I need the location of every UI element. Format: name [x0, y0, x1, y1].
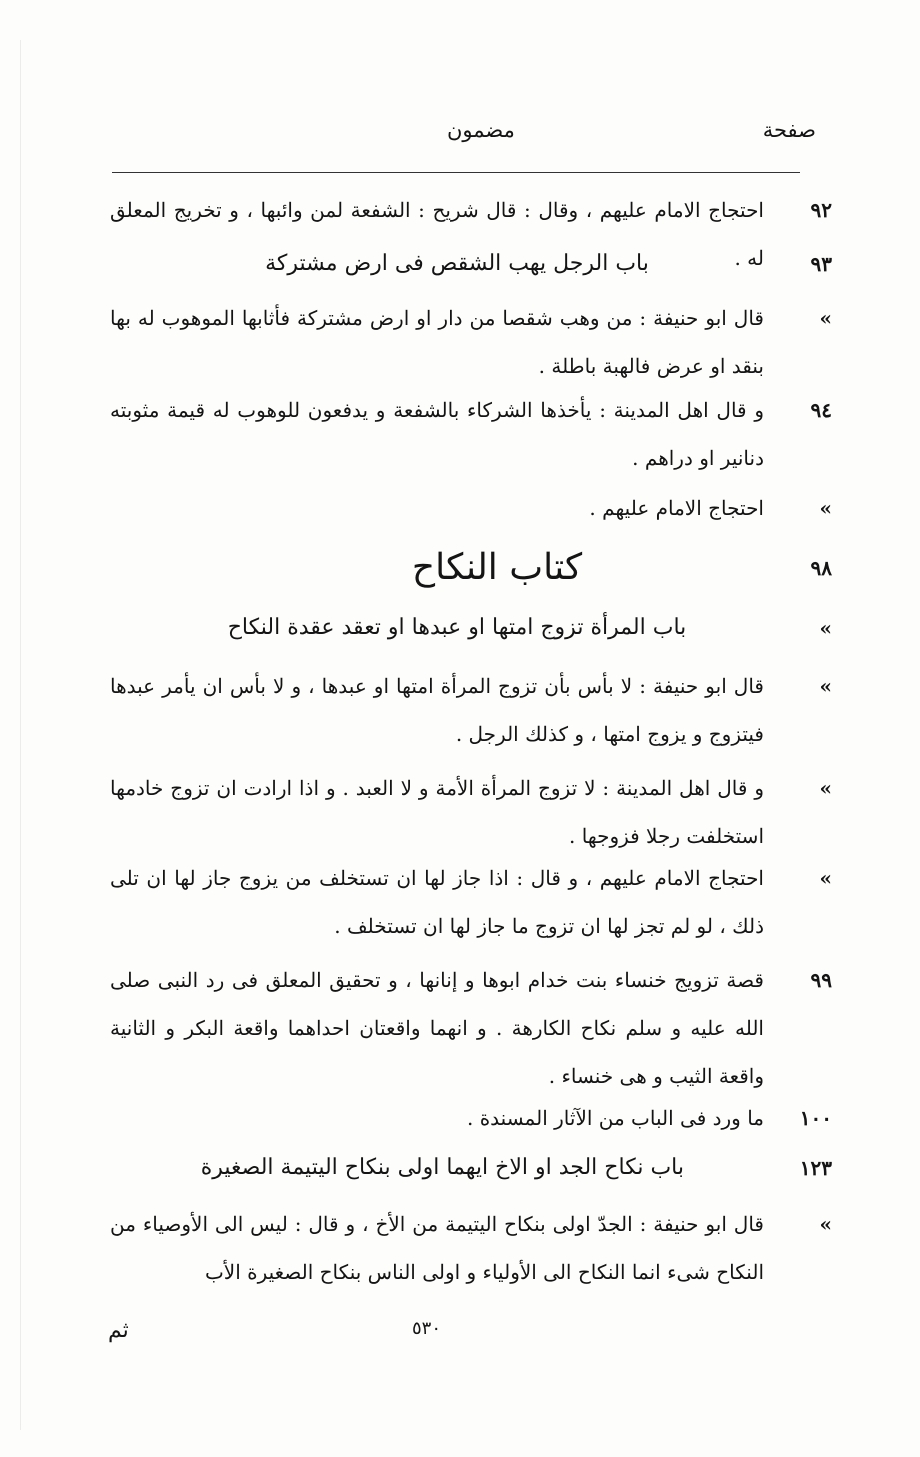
- entry-page-number: »: [819, 306, 832, 330]
- toc-entry: [110, 854, 832, 950]
- page-number: ٥٣٠: [412, 1318, 442, 1339]
- toc-entry: [110, 764, 832, 860]
- toc-entry: [110, 1094, 832, 1142]
- entry-text: قال ابو حنيفة : من وهب شقصا من دار او ارض مشتركة فأثابها الموهوب له بها بنقد او عرض فالهبة باطلة .: [110, 306, 764, 378]
- book-heading-text: كتاب النكاح: [411, 547, 583, 588]
- entry-text: احتجاج الامام عليهم ، و قال : اذا جاز لها ان تستخلف من يزوج جاز لها ان تلى ذلك ، لو لم تجز لها ان تزوج ما جاز لها ان تستخلف .: [110, 866, 764, 938]
- toc-entry: [110, 1200, 832, 1296]
- entry-page-number: ٩٢: [810, 198, 832, 222]
- toc-entry: [110, 484, 832, 532]
- section-heading-text: باب نكاح الجد او الاخ ايهما اولى بنكاح اليتيمة الصغيرة: [200, 1155, 684, 1180]
- entry-page-number: »: [819, 496, 832, 520]
- toc-entry: [110, 294, 832, 390]
- entry-page-number: ٩٣: [810, 252, 832, 276]
- column-header-page: صفحة: [762, 118, 816, 142]
- entry-page-number: »: [819, 1212, 832, 1236]
- section-heading-text: باب الرجل يهب الشقص فى ارض مشتركة: [265, 251, 649, 276]
- entry-page-number: ٩٤: [810, 398, 832, 422]
- catchword: ثم: [108, 1318, 129, 1343]
- section-heading-text: باب المرأة تزوج امتها او عبدها او تعقد عقدة النكاح: [227, 615, 687, 640]
- entry-text: و قال اهل المدينة : لا تزوج المرأة الأمة و لا العبد . و اذا ارادت ان تزوج خادمها استخلفت رجلا فزوجها .: [110, 776, 764, 848]
- entry-page-number: »: [819, 674, 832, 698]
- toc-entry: [110, 386, 832, 482]
- entry-page-number: »: [819, 776, 832, 800]
- entry-text: ما ورد فى الباب من الآثار المسندة .: [466, 1106, 764, 1130]
- toc-section-heading: [110, 604, 832, 652]
- entry-text: قال ابو حنيفة : لا بأس بأن تزوج المرأة امتها او عبدها ، و لا بأس ان يأمر عبدها فيتزوج و يزوج امتها ، و كذلك الرجل .: [110, 674, 764, 746]
- toc-entry: [110, 956, 832, 1100]
- header-rule: [112, 172, 800, 173]
- toc-book-heading: [110, 538, 832, 598]
- entry-text: احتجاج الامام عليهم .: [589, 496, 764, 520]
- entry-text: قصة تزويج خنساء بنت خدام ابوها و إنانها ، و تحقيق المعلق فى رد النبى صلى الله عليه و سلم نكاح الكارهة . و انهما واقعتان احداهما واقعة البكر و الثانية واقعة الثيب و هى خنساء .: [110, 968, 764, 1088]
- entry-text: احتجاج الامام عليهم ، وقال : قال شريح : الشفعة لمن وائبها ، و تخريج المعلق له .: [110, 198, 764, 270]
- entry-page-number: ٩٨: [810, 556, 832, 580]
- entry-page-number: ١٠٠: [799, 1106, 832, 1130]
- entry-page-number: ١٢٣: [799, 1156, 832, 1180]
- entry-text: و قال اهل المدينة : يأخذها الشركاء بالشفعة و يدفعون للوهوب له قيمة مثوبته دنانير او دراهم .: [110, 398, 764, 470]
- scan-edge: [20, 40, 21, 1430]
- column-header-contents: مضمون: [447, 118, 515, 142]
- entry-text: قال ابو حنيفة : الجدّ اولى بنكاح اليتيمة من الأخ ، و قال : ليس الى الأوصياء من النكاح شىء انما النكاح الى الأولياء و اولى الناس بنكاح الصغيرة الأب: [110, 1212, 764, 1284]
- entry-page-number: »: [819, 866, 832, 890]
- entry-page-number: ٩٩: [810, 968, 832, 992]
- toc-entry: [110, 662, 832, 758]
- toc-section-heading: [110, 1144, 832, 1192]
- toc-section-heading: [110, 240, 832, 288]
- entry-page-number: »: [819, 616, 832, 640]
